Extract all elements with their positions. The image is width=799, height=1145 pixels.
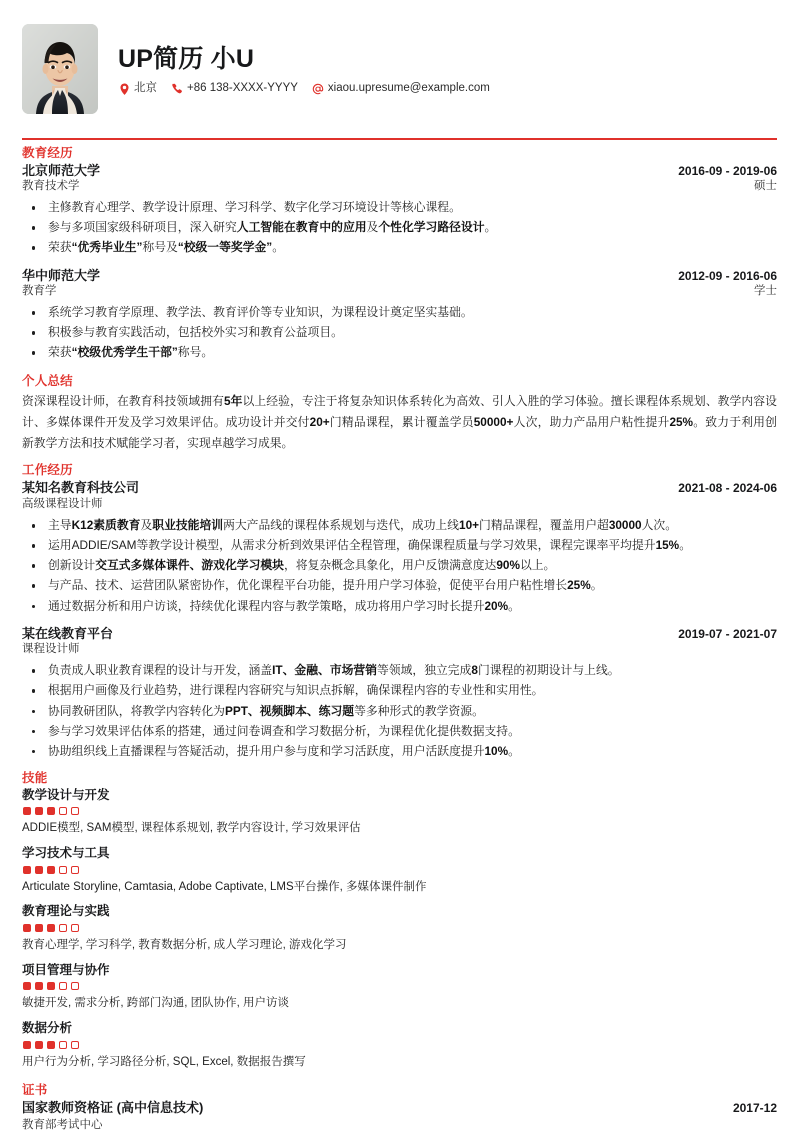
entry-head — [22, 625, 777, 643]
list-item: 主导K12素质教育及职业技能培训两大产品线的课程体系规划与迭代，成功上线10+门精品课程，覆盖用户超30000人次。 — [22, 516, 777, 535]
list-item: 运用ADDIE/SAM等教学设计模型，从需求分析到效果评估全程管理，确保课程质量与学习效果，课程完课率平均提升15%。 — [22, 536, 777, 555]
skill-dot-filled — [35, 924, 43, 932]
education-entries — [22, 162, 777, 363]
entry-sub — [22, 496, 777, 512]
skill-dot-filled — [23, 982, 31, 990]
work-title: 高级课程设计师 — [22, 498, 103, 511]
list-item: 负责成人职业教育课程的设计与开发，涵盖IT、金融、市场营销等领域，独立完成8门课程的初期设计与上线。 — [22, 661, 777, 680]
skill-group-name: 学习技术与工具 — [22, 846, 110, 861]
section-work-experience — [22, 463, 777, 760]
skill-group — [22, 845, 777, 896]
skill-rating — [23, 866, 777, 874]
list-item: 通过数据分析和用户访谈，持续优化课程内容与教学策略，成功将用户学习时长提升20%。 — [22, 597, 777, 616]
entry-sub — [22, 178, 777, 194]
skill-dot-empty — [71, 924, 79, 932]
work-bullets — [22, 516, 777, 616]
skill-group — [22, 962, 777, 1013]
work-date: 2021-08 - 2024-06 — [678, 481, 777, 496]
skill-group-items: 教育心理学, 学习科学, 教育数据分析, 成人学习理论, 游戏化学习 — [22, 938, 347, 951]
phone-icon — [171, 83, 183, 95]
skill-dot-filled — [23, 924, 31, 932]
skill-dot-filled — [23, 866, 31, 874]
section-summary — [22, 374, 777, 454]
skill-dot-filled — [35, 807, 43, 815]
skill-group — [22, 903, 777, 954]
skill-rating — [23, 924, 777, 932]
list-item: 主修教育心理学、教学设计原理、学习科学、数字化学习环境设计等核心课程。 — [22, 198, 777, 217]
skill-rating — [23, 807, 777, 815]
entry-sub — [22, 283, 777, 299]
skill-dot-filled — [23, 1041, 31, 1049]
education-entry — [22, 267, 777, 363]
skill-group-items: 用户行为分析, 学习路径分析, SQL, Excel, 数据报告撰写 — [22, 1055, 306, 1068]
contact-email-text: xiaou.upresume@example.com — [327, 82, 490, 95]
section-divider — [22, 138, 777, 140]
summary-text: 资深课程设计师，在教育科技领域拥有5年以上经验，专注于将复杂知识体系转化为高效、引人入胜的学习体验。擅长课程体系规划、教学内容设计、多媒体课件开发及学习效果评估。成功设计并交付20+门精品课程，累计覆盖学员50000+人次，助力产品用户粘性提升25%。致力于利用创新教学方法和技术赋能学习者，实现卓越学习成果。 — [22, 393, 777, 450]
education-major: 教育学 — [22, 285, 57, 298]
contact-location-text: 北京 — [134, 82, 157, 95]
section-title-education: 教育经历 — [22, 145, 73, 160]
work-entry — [22, 625, 777, 761]
list-item: 荣获“校级优秀学生干部”称号。 — [22, 343, 777, 362]
work-entries — [22, 479, 777, 760]
skill-dot-empty — [71, 866, 79, 874]
skill-dot-empty — [71, 982, 79, 990]
email-at-icon — [312, 83, 324, 95]
skill-group-items: ADDIE模型, SAM模型, 课程体系规划, 教学内容设计, 学习效果评估 — [22, 822, 361, 835]
entry-head — [22, 479, 777, 497]
skill-dot-empty — [71, 807, 79, 815]
list-item: 系统学习教育学原理、教学法、教育评价等专业知识，为课程设计奠定坚实基础。 — [22, 303, 777, 322]
skill-dot-filled — [47, 866, 55, 874]
skill-group-name: 教育理论与实践 — [22, 904, 110, 919]
list-item: 积极参与教育实践活动，包括校外实习和教育公益项目。 — [22, 323, 777, 342]
list-item: 协同教研团队，将教学内容转化为PPT、视频脚本、练习题等多种形式的教学资源。 — [22, 702, 777, 721]
contact-location — [118, 83, 157, 95]
work-entry — [22, 479, 777, 615]
list-item: 协助组织线上直播课程与答疑活动，提升用户参与度和学习活跃度，用户活跃度提升10%。 — [22, 742, 777, 761]
skill-group-name: 教学设计与开发 — [22, 787, 110, 802]
entry-head — [22, 162, 777, 180]
skill-dot-empty — [71, 1041, 79, 1049]
skill-dot-empty — [59, 982, 67, 990]
skill-dot-empty — [59, 807, 67, 815]
section-skills — [22, 771, 777, 1072]
skill-dot-filled — [47, 1041, 55, 1049]
work-company: 某知名教育科技公司 — [22, 480, 140, 496]
skill-dot-filled — [23, 807, 31, 815]
work-bullets — [22, 661, 777, 761]
education-date: 2012-09 - 2016-06 — [678, 268, 777, 283]
certificate-date: 2017-12 — [732, 1101, 777, 1116]
certificate-entry — [22, 1099, 777, 1133]
section-title-skills: 技能 — [22, 770, 48, 785]
list-item: 创新设计交互式多媒体课件、游戏化学习模块，将复杂概念具象化，用户反馈满意度达90%以上。 — [22, 556, 777, 575]
certificate-name: 国家教师资格证 (高中信息技术) — [22, 1100, 204, 1116]
section-title-work: 工作经历 — [22, 463, 73, 478]
skill-rating — [23, 1041, 777, 1049]
skill-group-name: 数据分析 — [22, 1021, 73, 1036]
header-text — [116, 43, 777, 95]
entry-head — [22, 1099, 777, 1117]
skill-group-name: 项目管理与协作 — [22, 962, 110, 977]
candidate-name: UP简历 小U — [118, 45, 255, 74]
skill-groups — [22, 787, 777, 1072]
skill-group-items: Articulate Storyline, Camtasia, Adobe Captivate, LMS平台操作, 多媒体课件制作 — [22, 880, 427, 893]
skill-dot-filled — [35, 982, 43, 990]
contact-phone — [171, 83, 298, 95]
resume-header — [22, 24, 777, 132]
skill-dot-filled — [47, 982, 55, 990]
work-title: 课程设计师 — [22, 643, 80, 656]
contact-email — [312, 83, 490, 95]
education-major: 教育技术学 — [22, 180, 80, 193]
list-item: 荣获“优秀毕业生”称号及“校级一等奖学金”。 — [22, 238, 777, 257]
skill-dot-filled — [35, 866, 43, 874]
entry-head — [22, 267, 777, 285]
education-date: 2016-09 - 2019-06 — [678, 163, 777, 178]
education-bullets — [22, 198, 777, 257]
contact-phone-text: +86 138-XXXX-YYYY — [187, 82, 298, 95]
education-degree: 学士 — [754, 285, 777, 298]
skill-dot-filled — [47, 924, 55, 932]
skill-dot-empty — [59, 866, 67, 874]
education-bullets — [22, 303, 777, 362]
contact-row — [118, 83, 777, 95]
skill-group-items: 敏捷开发, 需求分析, 跨部门沟通, 团队协作, 用户访谈 — [22, 997, 290, 1010]
location-pin-icon — [118, 83, 130, 95]
work-company: 某在线教育平台 — [22, 625, 114, 641]
skill-dot-filled — [35, 1041, 43, 1049]
skill-rating — [23, 982, 777, 990]
list-item: 根据用户画像及行业趋势，进行课程内容研究与知识点拆解，确保课程内容的专业性和实用性。 — [22, 681, 777, 700]
list-item: 参与多项国家级科研项目，深入研究人工智能在教育中的应用及个性化学习路径设计。 — [22, 218, 777, 237]
list-item: 参与学习效果评估体系的搭建，通过问卷调查和学习数据分析，为课程优化提供数据支持。 — [22, 722, 777, 741]
education-entry — [22, 162, 777, 258]
skill-dot-empty — [59, 1041, 67, 1049]
entry-sub — [22, 641, 777, 657]
certificate-issuer: 教育部考试中心 — [22, 1118, 103, 1131]
section-title-summary: 个人总结 — [22, 373, 73, 388]
skill-dot-filled — [47, 807, 55, 815]
education-degree: 硕士 — [754, 180, 777, 193]
skill-group — [22, 1020, 777, 1071]
education-org: 华中师范大学 — [22, 267, 101, 283]
section-title-certificates: 证书 — [22, 1083, 48, 1098]
work-date: 2019-07 - 2021-07 — [678, 626, 777, 641]
section-certificates — [22, 1083, 777, 1133]
profile-photo — [22, 24, 98, 114]
skill-group — [22, 787, 777, 838]
education-org: 北京师范大学 — [22, 162, 101, 178]
section-education — [22, 138, 777, 363]
list-item: 与产品、技术、运营团队紧密协作，优化课程平台功能，提升用户学习体验，促使平台用户粘性增长25%。 — [22, 576, 777, 595]
skill-dot-empty — [59, 924, 67, 932]
